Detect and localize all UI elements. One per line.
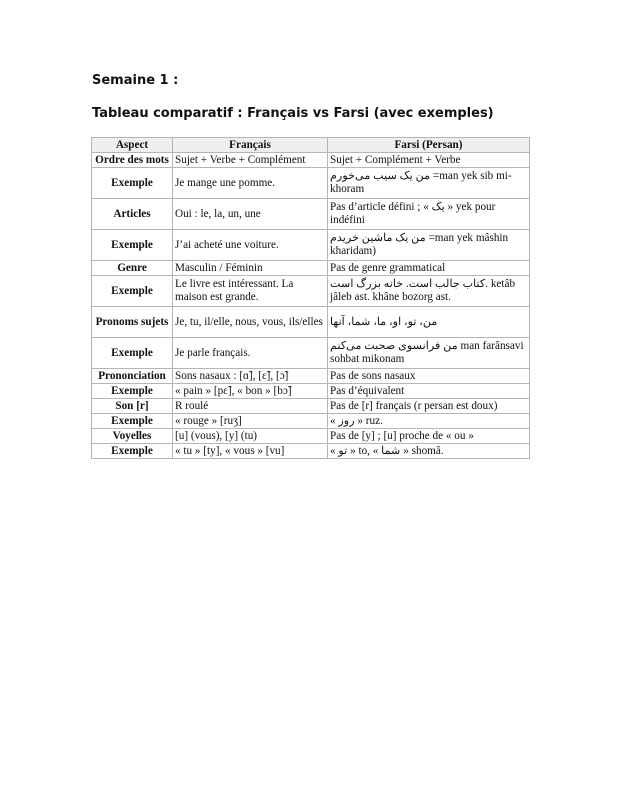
aspect-cell: Exemple bbox=[92, 414, 173, 429]
francais-cell: [u] (vous), [y] (tu) bbox=[173, 429, 328, 444]
header-francais: Français bbox=[173, 138, 328, 153]
table-row bbox=[92, 384, 530, 399]
francais-cell: « pain » [pɛ̃], « bon » [bɔ̃] bbox=[173, 384, 328, 399]
aspect-cell: Genre bbox=[92, 261, 173, 276]
aspect-cell: Exemple bbox=[92, 276, 173, 307]
farsi-cell: Pas d’article défini ; « یک » yek pour indéfini bbox=[328, 199, 530, 230]
aspect-cell: Ordre des mots bbox=[92, 153, 173, 168]
francais-cell: Sons nasaux : [ɑ̃], [ɛ̃], [ɔ̃] bbox=[173, 369, 328, 384]
francais-cell: Je mange une pomme. bbox=[173, 168, 328, 199]
table-title: Tableau comparatif : Français vs Farsi (avec exemples) bbox=[92, 106, 494, 121]
aspect-cell: Exemple bbox=[92, 168, 173, 199]
header-aspect: Aspect bbox=[92, 138, 173, 153]
farsi-cell: Pas de genre grammatical bbox=[328, 261, 530, 276]
farsi-cell: من، تو، او، ما، شما، آنها bbox=[328, 307, 530, 338]
francais-cell: Je, tu, il/elle, nous, vous, ils/elles bbox=[173, 307, 328, 338]
table-row bbox=[92, 230, 530, 261]
farsi-cell: من یک سیب می‌خورم =man yek sib mi-khoram bbox=[328, 168, 530, 199]
comparison-table bbox=[91, 137, 530, 459]
francais-cell: Masculin / Féminin bbox=[173, 261, 328, 276]
farsi-cell: « تو » to, « شما » shomâ. bbox=[328, 444, 530, 459]
francais-cell: J’ai acheté une voiture. bbox=[173, 230, 328, 261]
table-header-row bbox=[92, 138, 530, 153]
aspect-cell: Son [r] bbox=[92, 399, 173, 414]
page-heading: Semaine 1 : bbox=[92, 73, 179, 88]
francais-cell: Sujet + Verbe + Complément bbox=[173, 153, 328, 168]
table-row bbox=[92, 429, 530, 444]
farsi-cell: Pas de sons nasaux bbox=[328, 369, 530, 384]
francais-cell: R roulé bbox=[173, 399, 328, 414]
aspect-cell: Exemple bbox=[92, 230, 173, 261]
aspect-cell: Prononciation bbox=[92, 369, 173, 384]
aspect-cell: Exemple bbox=[92, 444, 173, 459]
aspect-cell: Exemple bbox=[92, 338, 173, 369]
farsi-cell: Pas de [r] français (r persan est doux) bbox=[328, 399, 530, 414]
farsi-cell: من فرانسوی صحبت می‌کنم man farânsavi sohbat mikonam bbox=[328, 338, 530, 369]
aspect-cell: Pronoms sujets bbox=[92, 307, 173, 338]
francais-cell: Oui : le, la, un, une bbox=[173, 199, 328, 230]
header-farsi: Farsi (Persan) bbox=[328, 138, 530, 153]
francais-cell: « tu » [ty], « vous » [vu] bbox=[173, 444, 328, 459]
francais-cell: « rouge » [ruʒ] bbox=[173, 414, 328, 429]
francais-cell: Je parle français. bbox=[173, 338, 328, 369]
table-row bbox=[92, 261, 530, 276]
table-row bbox=[92, 199, 530, 230]
aspect-cell: Voyelles bbox=[92, 429, 173, 444]
farsi-cell: Pas d’équivalent bbox=[328, 384, 530, 399]
table-row bbox=[92, 153, 530, 168]
aspect-cell: Exemple bbox=[92, 384, 173, 399]
farsi-cell: « روز » ruz. bbox=[328, 414, 530, 429]
table-row bbox=[92, 276, 530, 307]
farsi-cell: من یک ماشین خریدم =man yek mâshin kharidam) bbox=[328, 230, 530, 261]
table-row bbox=[92, 338, 530, 369]
aspect-cell: Articles bbox=[92, 199, 173, 230]
farsi-cell: کتاب جالب است. خانه بزرگ است. ketâb jâleb ast. khâne bozorg ast. bbox=[328, 276, 530, 307]
farsi-cell: Sujet + Complément + Verbe bbox=[328, 153, 530, 168]
table-row bbox=[92, 168, 530, 199]
table-row bbox=[92, 414, 530, 429]
table-row bbox=[92, 369, 530, 384]
table-row bbox=[92, 307, 530, 338]
farsi-cell: Pas de [y] ; [u] proche de « ou » bbox=[328, 429, 530, 444]
table-row bbox=[92, 399, 530, 414]
francais-cell: Le livre est intéressant. La maison est grande. bbox=[173, 276, 328, 307]
table-row bbox=[92, 444, 530, 459]
